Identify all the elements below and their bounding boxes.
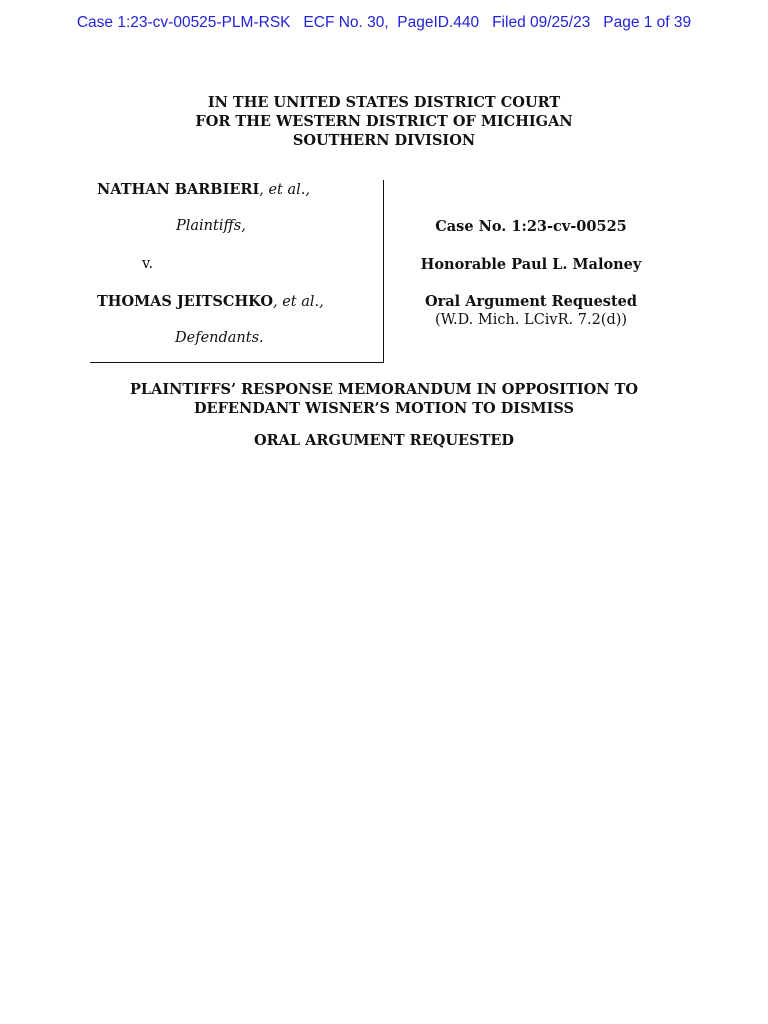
local-rule-cite: (W.D. Mich. LCivR. 7.2(d)): [434, 312, 628, 328]
oral-argument-requested: Oral Argument Requested: [424, 293, 638, 310]
court-heading-line-3: SOUTHERN DIVISION: [292, 132, 476, 149]
case-info-block: [384, 180, 678, 363]
plaintiff-name: NATHAN BARBIERI: [97, 181, 260, 198]
court-heading-line-2: FOR THE WESTERN DISTRICT OF MICHIGAN: [195, 113, 573, 130]
ecf-header-stamp: Case 1:23-cv-00525-PLM-RSK ECF No. 30, PageID.440 Filed 09/25/23 Page 1 of 39: [76, 14, 692, 31]
defendant-role-line: [175, 330, 264, 346]
defendant-line: [97, 293, 324, 310]
oral-argument-heading: ORAL ARGUMENT REQUESTED: [253, 432, 515, 449]
plaintiff-role-line: [176, 218, 246, 234]
court-heading: [0, 93, 768, 150]
document-title-line-2: DEFENDANT WISNER’S MOTION TO DISMISS: [193, 400, 575, 417]
defendant-name: THOMAS JEITSCHKO: [97, 293, 273, 310]
case-number: Case No. 1:23-cv-00525: [435, 218, 627, 235]
defendant-et-al: , et al.,: [272, 294, 324, 310]
judge-name: Honorable Paul L. Maloney: [420, 256, 642, 273]
defendant-role: Defendants.: [175, 330, 264, 346]
document-title-line-1: PLAINTIFFS’ RESPONSE MEMORANDUM IN OPPOSITION TO: [129, 381, 639, 398]
document-title: [0, 380, 768, 418]
plaintiff-et-al: , et al.,: [259, 182, 310, 198]
case-caption-parties: [90, 180, 384, 363]
court-heading-line-1: IN THE UNITED STATES DISTRICT COURT: [207, 94, 561, 111]
versus: v.: [142, 256, 154, 272]
plaintiff-role: Plaintiffs,: [176, 218, 246, 234]
plaintiff-line: [97, 181, 310, 198]
